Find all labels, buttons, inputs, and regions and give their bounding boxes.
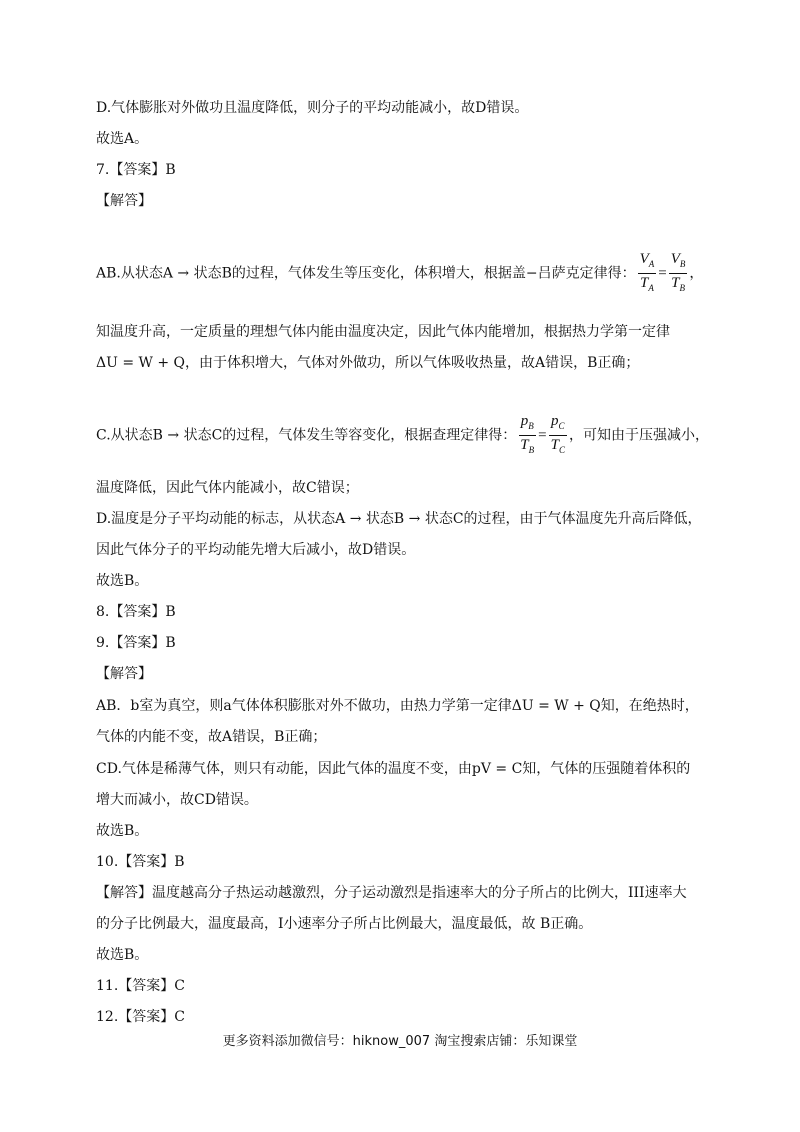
conclusion-line: 故选B。 xyxy=(96,823,149,839)
frac-symbol: T xyxy=(550,437,559,453)
frac-subscript: B xyxy=(528,421,534,431)
conclusion-line: 故选B。 xyxy=(96,573,149,589)
solution-line: 知温度升高，一定质量的理想气体内能由温度决定，因此气体内能增加，根据热力学第一定律 xyxy=(96,324,670,340)
frac-subscript: A xyxy=(648,283,654,293)
fraction-pb-tb xyxy=(518,412,536,459)
answer-line-7: 7.【答案】B xyxy=(96,162,176,178)
frac-subscript: C xyxy=(558,421,565,431)
solution-line: CD.气体是稀薄气体，则只有动能，因此气体的温度不变，由pV = C知，气体的压强随着体积的 xyxy=(96,761,691,777)
solution-heading: 【解答】 xyxy=(96,193,152,209)
page-footer: 更多资料添加微信号：hiknow_007 淘宝搜索店铺：乐知课堂 xyxy=(222,1034,578,1049)
solution-line-charles xyxy=(96,412,709,459)
solution-line: ΔU = W + Q，由于体积增大，气体对外做功，所以气体吸收热量，故A错误，B正确； xyxy=(96,355,640,371)
solution-line: 增大而减小，故CD错误。 xyxy=(96,792,258,808)
solution-line: 气体的内能不变，故A错误，B正确； xyxy=(96,729,327,745)
solution-line: AB．b室为真空，则a气体体积膨胀对外不做功，由热力学第一定律ΔU = W + Q知，在绝热时， xyxy=(96,698,699,714)
fraction-vb-tb xyxy=(669,250,688,297)
frac-symbol: T xyxy=(520,437,529,453)
fraction-pc-tc xyxy=(549,412,567,459)
line-text: AB.从状态A → 状态B的过程，气体发生等压变化，体积增大，根据盖−吕萨克定律得： xyxy=(96,265,636,282)
solution-line: D.温度是分子平均动能的标志，从状态A → 状态B → 状态C的过程，由于气体温度先升高后降低， xyxy=(96,511,702,527)
frac-symbol: T xyxy=(640,275,649,291)
solution-line: D.气体膨胀对外做功且温度降低，则分子的平均动能减小，故D错误。 xyxy=(96,100,529,116)
solution-line: 的分子比例最大，温度最高，I小速率分子所占比例最大，温度最低，故 B正确。 xyxy=(96,916,593,932)
line-text: ，可知由于压强减小， xyxy=(568,427,709,444)
solution-line-gay-lussac xyxy=(96,250,703,297)
answer-line-9: 9.【答案】B xyxy=(96,635,176,651)
frac-symbol: V xyxy=(670,251,680,267)
frac-symbol: T xyxy=(671,275,680,291)
answer-line-11: 11.【答案】C xyxy=(96,978,185,994)
frac-subscript: B xyxy=(528,445,535,455)
solution-line: 温度降低，因此气体内能减小，故C错误； xyxy=(96,480,359,496)
conclusion-line: 故选B。 xyxy=(96,947,149,963)
fraction-va-ta xyxy=(638,250,657,297)
frac-subscript: B xyxy=(679,283,685,293)
line-text: C.从状态B → 状态C的过程，气体发生等容变化，根据查理定律得： xyxy=(96,427,517,444)
frac-subscript: C xyxy=(558,445,565,455)
equals-sign: = xyxy=(658,265,667,282)
frac-symbol: V xyxy=(639,251,649,267)
conclusion-line: 故选A。 xyxy=(96,131,149,147)
solution-heading: 【解答】 xyxy=(96,666,152,682)
answer-line-10: 10.【答案】B xyxy=(96,854,185,870)
frac-subscript: B xyxy=(679,259,686,269)
solution-line: 因此气体分子的平均动能先增大后减小，故D错误。 xyxy=(96,542,416,558)
solution-line: 【解答】温度越高分子热运动越激烈，分子运动激烈是指速率大的分子所占的比例大，III速率大 xyxy=(96,885,687,901)
answer-line-12: 12.【答案】C xyxy=(96,1009,185,1025)
frac-subscript: A xyxy=(648,259,655,269)
frac-symbol: p xyxy=(520,413,529,429)
equals-sign: = xyxy=(538,427,547,444)
answer-line-8: 8.【答案】B xyxy=(96,604,176,620)
frac-symbol: p xyxy=(551,413,559,429)
line-text: ， xyxy=(689,265,704,282)
